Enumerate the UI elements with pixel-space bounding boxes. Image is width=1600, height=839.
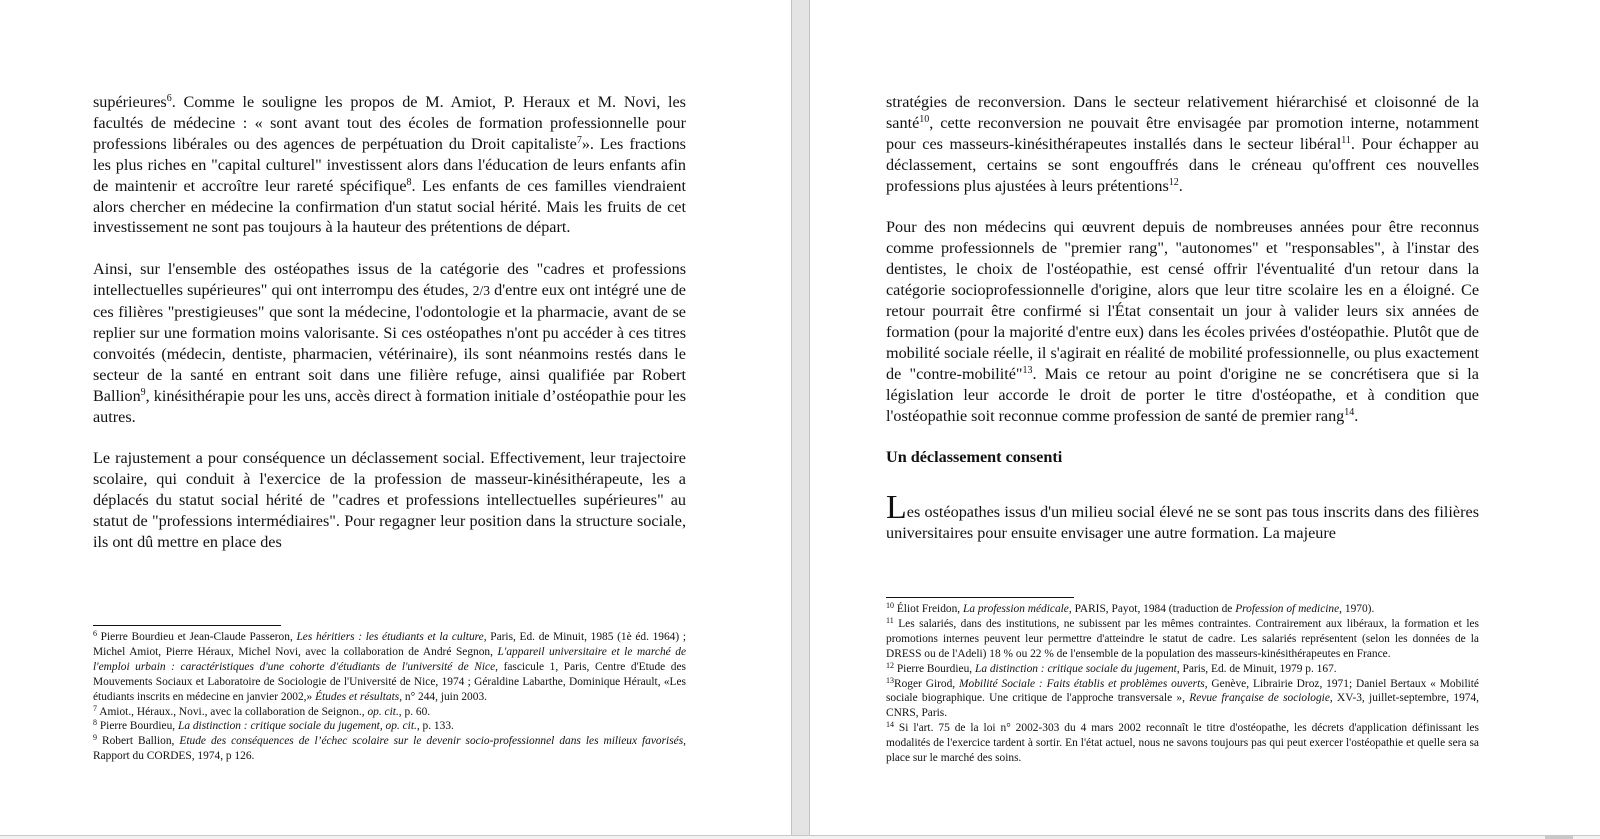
footnote-ref: 8 <box>406 176 412 188</box>
footnote-ref: 7 <box>93 703 97 713</box>
footnote-ref: 7 <box>576 134 582 146</box>
footnote-ref: 8 <box>93 718 97 728</box>
footnote-ref: 14 <box>886 720 894 730</box>
text-run: 1970). <box>1342 603 1375 615</box>
paragraph-text: es ostéopathes issus d'un milieu social élevé ne se sont pas tous inscrits dans des filières universitaires pour ensuite envisager une autre formation. La majeure <box>886 503 1479 543</box>
section-heading: Un déclassement consenti <box>886 448 1063 467</box>
document-page-left <box>0 0 791 835</box>
text-run: . Pour échapper au déclassement, certains se sont engouffrés dans le créneau qu'offrent ces nouvelles professions plus ajustées à leurs prétentions <box>886 134 1479 195</box>
italic-title: Etude des conséquences de l’échec scolaire sur le devenir socio-professionnel dans les milieux favorisés, <box>179 735 686 748</box>
text-run: , kinésithérapie pour les uns, accès direct à formation initiale d’ostéopathie pour les autres. <box>93 386 686 426</box>
footnote-ref: 13 <box>886 675 894 685</box>
document-page-right <box>810 0 1600 835</box>
italic-title: La profession médicale <box>962 603 1069 615</box>
text-run: . Les enfants de ces familles viendraient alors chercher en médecine la confirmation d'un statut social hérité. Mais les fruits de cet investissement ne sont pas toujours à la hauteur des prétentions de départ. <box>93 176 686 237</box>
text-run: , PARIS, Payot, 1984 (traduction de <box>1068 603 1236 615</box>
text-run: Ainsi, sur l'ensemble des ostéopathes issus de la catégorie des "cadres et professions intellectuelles supérieures" qui ont interrompu des études, <box>93 260 686 300</box>
text-run: Éliot Freidon, <box>894 603 963 615</box>
text-run: Pierre Bourdieu et Jean-Claude Passeron, <box>97 631 297 643</box>
footnote <box>886 602 1479 617</box>
paragraph <box>93 92 686 238</box>
footnote <box>93 719 686 734</box>
footnote-ref: 9 <box>140 386 146 398</box>
text-run: , Paris, Ed. de Minuit, 1979 p. 167. <box>1176 662 1337 675</box>
dropcap-letter: L <box>886 489 907 527</box>
paragraph <box>93 259 686 427</box>
footnote-ref: 12 <box>886 660 894 670</box>
body-text <box>93 92 686 553</box>
italic-title: Les héritiers : les étudiants et la culture <box>296 631 484 643</box>
text-run: supérieures <box>93 93 167 111</box>
page-gutter <box>791 0 810 835</box>
text-run: , Genève, Librairie Droz, 1971; Daniel Bertaux « Mobilité sociale biographique. Une critique de l'approche transversale », <box>886 677 1479 705</box>
italic-title: Revue française de sociologie <box>1189 692 1330 705</box>
footnote <box>886 677 1479 722</box>
footnote-ref: 11 <box>1341 134 1351 146</box>
paragraph <box>93 448 686 553</box>
footnote-ref: 14 <box>1344 406 1355 418</box>
footnote-ref: 10 <box>919 113 930 125</box>
text-run: . <box>1354 406 1359 425</box>
text-run: , cette reconversion ne pouvait être envisagée par promotion interne, notamment pour ces masseurs-kinésithérapeutes installés dans le secteur libéral <box>886 113 1479 153</box>
footnote-ref: 9 <box>93 733 97 743</box>
text-run: , fascicule 1, Paris, Centre d'Etude des Mouvements Sociaux et Laboratoire de Sociologie de l'Université de Nice, 1974 ; Géraldine Labarthe, Dominique Hérault, «Les étudiants inscrits en médecine en janvier 2002,» <box>93 660 686 703</box>
text-run: Pour des non médecins qui œuvrent depuis de nombreuses années pour être reconnus comme professionnels de "premier rang", "autonomes" et "responsables", à l'instar des dentistes, le choix de l'ostéopathie, est censé offrir l'éventualité d'un retour dans la catégorie socioprofessionnelle d'origine, alors que leur titre scolaire les en a éloigné. Ce retour pourrait être confirmé si l'État consentait un jour à valider leurs six années de formation (pour la majorité d'entre eux) dans les écoles privées d'ostéopathie. Plutôt que de mobilité sociale réelle, il s'agirait en réalité de mobilité professionnelle, ou plus exactement de "contre-mobilité" <box>886 218 1479 383</box>
text-run: Le rajustement a pour conséquence un déclassement social. Effectivement, leur trajectoire scolaire, qui conduit à l'exercice de la profession de masseur-kinésithérapeute, les a déplacés du statut social hérité de "cadres et professions intellectuelles supérieures" au statut de "professions intermédiaires". Pour regagner leur position dans la structure sociale, ils ont dû mettre en place des <box>93 449 686 551</box>
text-run: Les salariés, dans des institutions, ne subissent par les mêmes contraintes. Contrairement aux libéraux, la formation et les promotions internes peuvent leur permettre d'atteindre le statut de cadre. Les salariés représentent (selon les données de la DRESS ou de l'Adeli) 18 % ou 22 % de l'ensemble de la population des masseurs-kinésithérapeutes en France. <box>886 617 1479 660</box>
footnote-separator <box>886 597 1074 598</box>
footnote-ref: 6 <box>93 629 97 638</box>
text-run: Roger Girod, <box>894 677 960 690</box>
text-run: . Mais ce retour au point d'origine ne se concrétisera que si la législation leur accorde le droit de porter le titre d'ostéopathe, et à condition que l'ostéopathie soit reconnue comme profession de santé de premier rang <box>886 364 1479 425</box>
text-run: , XV-3, juillet-septembre, 1974, CNRS, Paris. <box>886 692 1479 720</box>
text-run: , p. 60. <box>398 705 431 718</box>
footnote-separator <box>93 625 281 626</box>
text-run: ». Les fractions les plus riches en "capital culturel" investissent alors dans l'éducation de leurs enfants afin de maintenir et accroître leur rareté spécifique <box>93 134 686 195</box>
text-run: , Paris, Ed. de Minuit, 1985 (1è éd. 1964) ; Michel Amiot, Pierre Héraux, Michel Novi, avec la collaboration de André Segnon, <box>93 631 686 658</box>
italic-title: Mobilité Sociale : Faits établis et problèmes ouverts <box>959 677 1205 690</box>
text-run: , n° 244, juin 2003. <box>399 690 487 703</box>
body-text <box>886 92 1479 544</box>
footnotes <box>93 630 686 764</box>
text-run: d'entre eux ont intégré une de ces filières "prestigieuses" que sont la médecine, l'odontologie et la pharmacie, avant de se replier sur une formation moins valorisante. Si ces ostéopathes n'ont pu accéder à ces titres convoités (médecin, dentiste, pharmacien, vétérinaire), ils sont néanmoins restés dans le secteur de la santé en entrant soit dans une filière refuge, ainsi qualifiée par Robert Ballion <box>93 281 686 405</box>
text-run: stratégies de reconversion. Dans le secteur relativement hiérarchisé et cloisonné de la santé <box>886 93 1479 132</box>
footnote-ref: 6 <box>166 93 172 104</box>
text-run: Rapport du CORDES, 1974, p 126. <box>93 750 255 763</box>
footnotes <box>886 602 1479 766</box>
footnote-ref: 10 <box>886 601 894 610</box>
text-run: Robert Ballion, <box>97 735 180 748</box>
text-run: Amiot., Héraux., Novi., avec la collaboration de Seignon., <box>97 705 368 718</box>
text-run: Pierre Bourdieu, <box>894 662 975 675</box>
footnote-ref: 12 <box>1168 176 1179 188</box>
footnote <box>93 705 686 720</box>
italic-title: L'appareil universitaire et le marché de l'emploi urbain : caractéristiques d'une cohorte d'étudiants de l'université de Nice <box>93 645 687 673</box>
text-run: . Comme le souligne les propos de M. Amiot, P. Heraux et M. Novi, les facultés de médecine : « sont avant tout des écoles de formation professionnelle pour professions libérales ou des agences de perpétuation du Droit capitaliste <box>93 93 686 153</box>
text-run: Si l'art. 75 de la loi n° 2002-303 du 4 mars 2002 reconnaît le titre d'ostéopathe, les décrets d'application définissant les modalités de l'exercice tardent à sortir. En l'état actuel, nous ne savons toujours pas qui peut exercer l'ostéopathie et quelle sera sa place sur le marché des soins. <box>886 722 1479 765</box>
italic-title: La distinction : critique sociale du jugement, op. cit. <box>177 720 417 733</box>
footnote <box>886 721 1479 766</box>
italic-title: La distinction : critique sociale du jugement <box>974 662 1177 675</box>
footnote-ref: 13 <box>1022 364 1033 376</box>
italic-title: op. cit. <box>367 705 399 718</box>
italic-title: Études et résultats <box>315 690 400 703</box>
italic-title: Profession of medicine, <box>1235 603 1343 615</box>
text-run: , p. 133. <box>416 720 454 733</box>
footnote <box>886 617 1479 662</box>
paragraph <box>886 217 1479 426</box>
dropcap-paragraph <box>886 489 1479 544</box>
footnote <box>93 734 686 764</box>
text-run: . <box>1178 176 1183 195</box>
paragraph <box>886 92 1479 197</box>
footnote <box>886 662 1479 677</box>
fraction: 2/3 <box>472 283 490 299</box>
text-run: Pierre Bourdieu, <box>97 720 178 733</box>
footnote-ref: 11 <box>886 615 894 625</box>
footnote <box>93 630 686 705</box>
